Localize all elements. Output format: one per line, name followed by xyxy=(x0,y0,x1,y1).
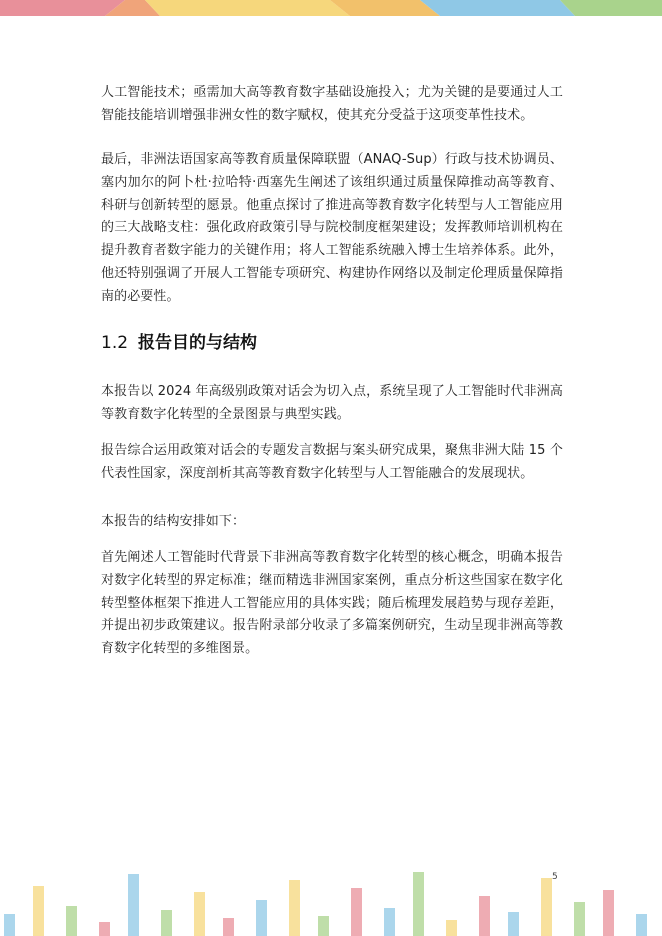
section-number: 1.2 xyxy=(101,333,129,353)
decorative-bar xyxy=(161,910,172,936)
paragraph-structure-detail: 首先阐述人工智能时代背景下非洲高等教育数字化转型的核心概念，明确本报告对数字化转型的界定标准；继而精选非洲国家案例，重点分析这些国家在数字化转型整体框架下推进人工智能应用的具体实践；随后梳理发展趋势与现存差距，并提出初步政策建议。报告附录部分收录了多篇案例研究，生动呈现非洲高等教育数字化转型的多维图景。 xyxy=(101,550,563,657)
decorative-bar xyxy=(256,900,267,936)
decorative-bar xyxy=(636,914,647,936)
paragraph-anaq-sup: 最后，非洲法语国家高等教育质量保障联盟（ANAQ-Sup）行政与技术协调员、塞内加尔的阿卜杜·拉哈特·西塞先生阐述了该组织通过质量保障推动高等教育、科研与创新转型的愿景。他重点探讨了推进高等教育数字化转型与人工智能应用的三大战略支柱：强化政府政策引导与院校制度框架建设；发挥教师培训机构在提升教育者数字能力的关键作用；将人工智能系统融入博士生培养体系。此外，他还特别强调了开展人工智能专项研究、构建协作网络以及制定伦理质量保障指南的必要性。 xyxy=(101,152,563,304)
decorative-bar xyxy=(384,908,395,936)
paragraph-continued: 人工智能技术；亟需加大高等教育数字基础设施投入；尤为关键的是要通过人工智能技能培训增强非洲女性的数字赋权，使其充分受益于这项变革性技术。 xyxy=(101,85,563,123)
paragraph-structure-lead: 本报告的结构安排如下： xyxy=(101,514,246,529)
bottom-decorative-bars xyxy=(0,856,662,936)
decorative-bar xyxy=(99,922,110,936)
section-title: 报告目的与结构 xyxy=(138,333,258,353)
decorative-bar xyxy=(603,890,614,936)
decorative-bar xyxy=(4,914,15,936)
decorative-bar xyxy=(194,892,205,936)
decorative-bar xyxy=(479,896,490,936)
decorative-bar xyxy=(128,874,139,936)
decorative-bar xyxy=(508,912,519,936)
decorative-bar xyxy=(541,878,552,936)
page-number: 5 xyxy=(552,872,558,882)
paragraph-report-method: 报告综合运用政策对话会的专题发言数据与案头研究成果，聚焦非洲大陆 15 个代表性国家，深度剖析其高等教育数字化转型与人工智能融合的发展现状。 xyxy=(101,443,563,481)
decorative-bar xyxy=(351,888,362,936)
decorative-bar xyxy=(574,902,585,936)
section-heading xyxy=(101,331,257,355)
decorative-bar xyxy=(33,886,44,936)
decorative-bar xyxy=(413,872,424,936)
decorative-bar xyxy=(318,916,329,936)
decorative-bar xyxy=(289,880,300,936)
decorative-bar xyxy=(446,920,457,936)
top-decorative-band xyxy=(0,0,662,16)
paragraph-report-intro: 本报告以 2024 年高级别政策对话会为切入点，系统呈现了人工智能时代非洲高等教育数字化转型的全景图景与典型实践。 xyxy=(101,384,563,422)
decorative-bar xyxy=(223,918,234,936)
decorative-bar xyxy=(66,906,77,936)
